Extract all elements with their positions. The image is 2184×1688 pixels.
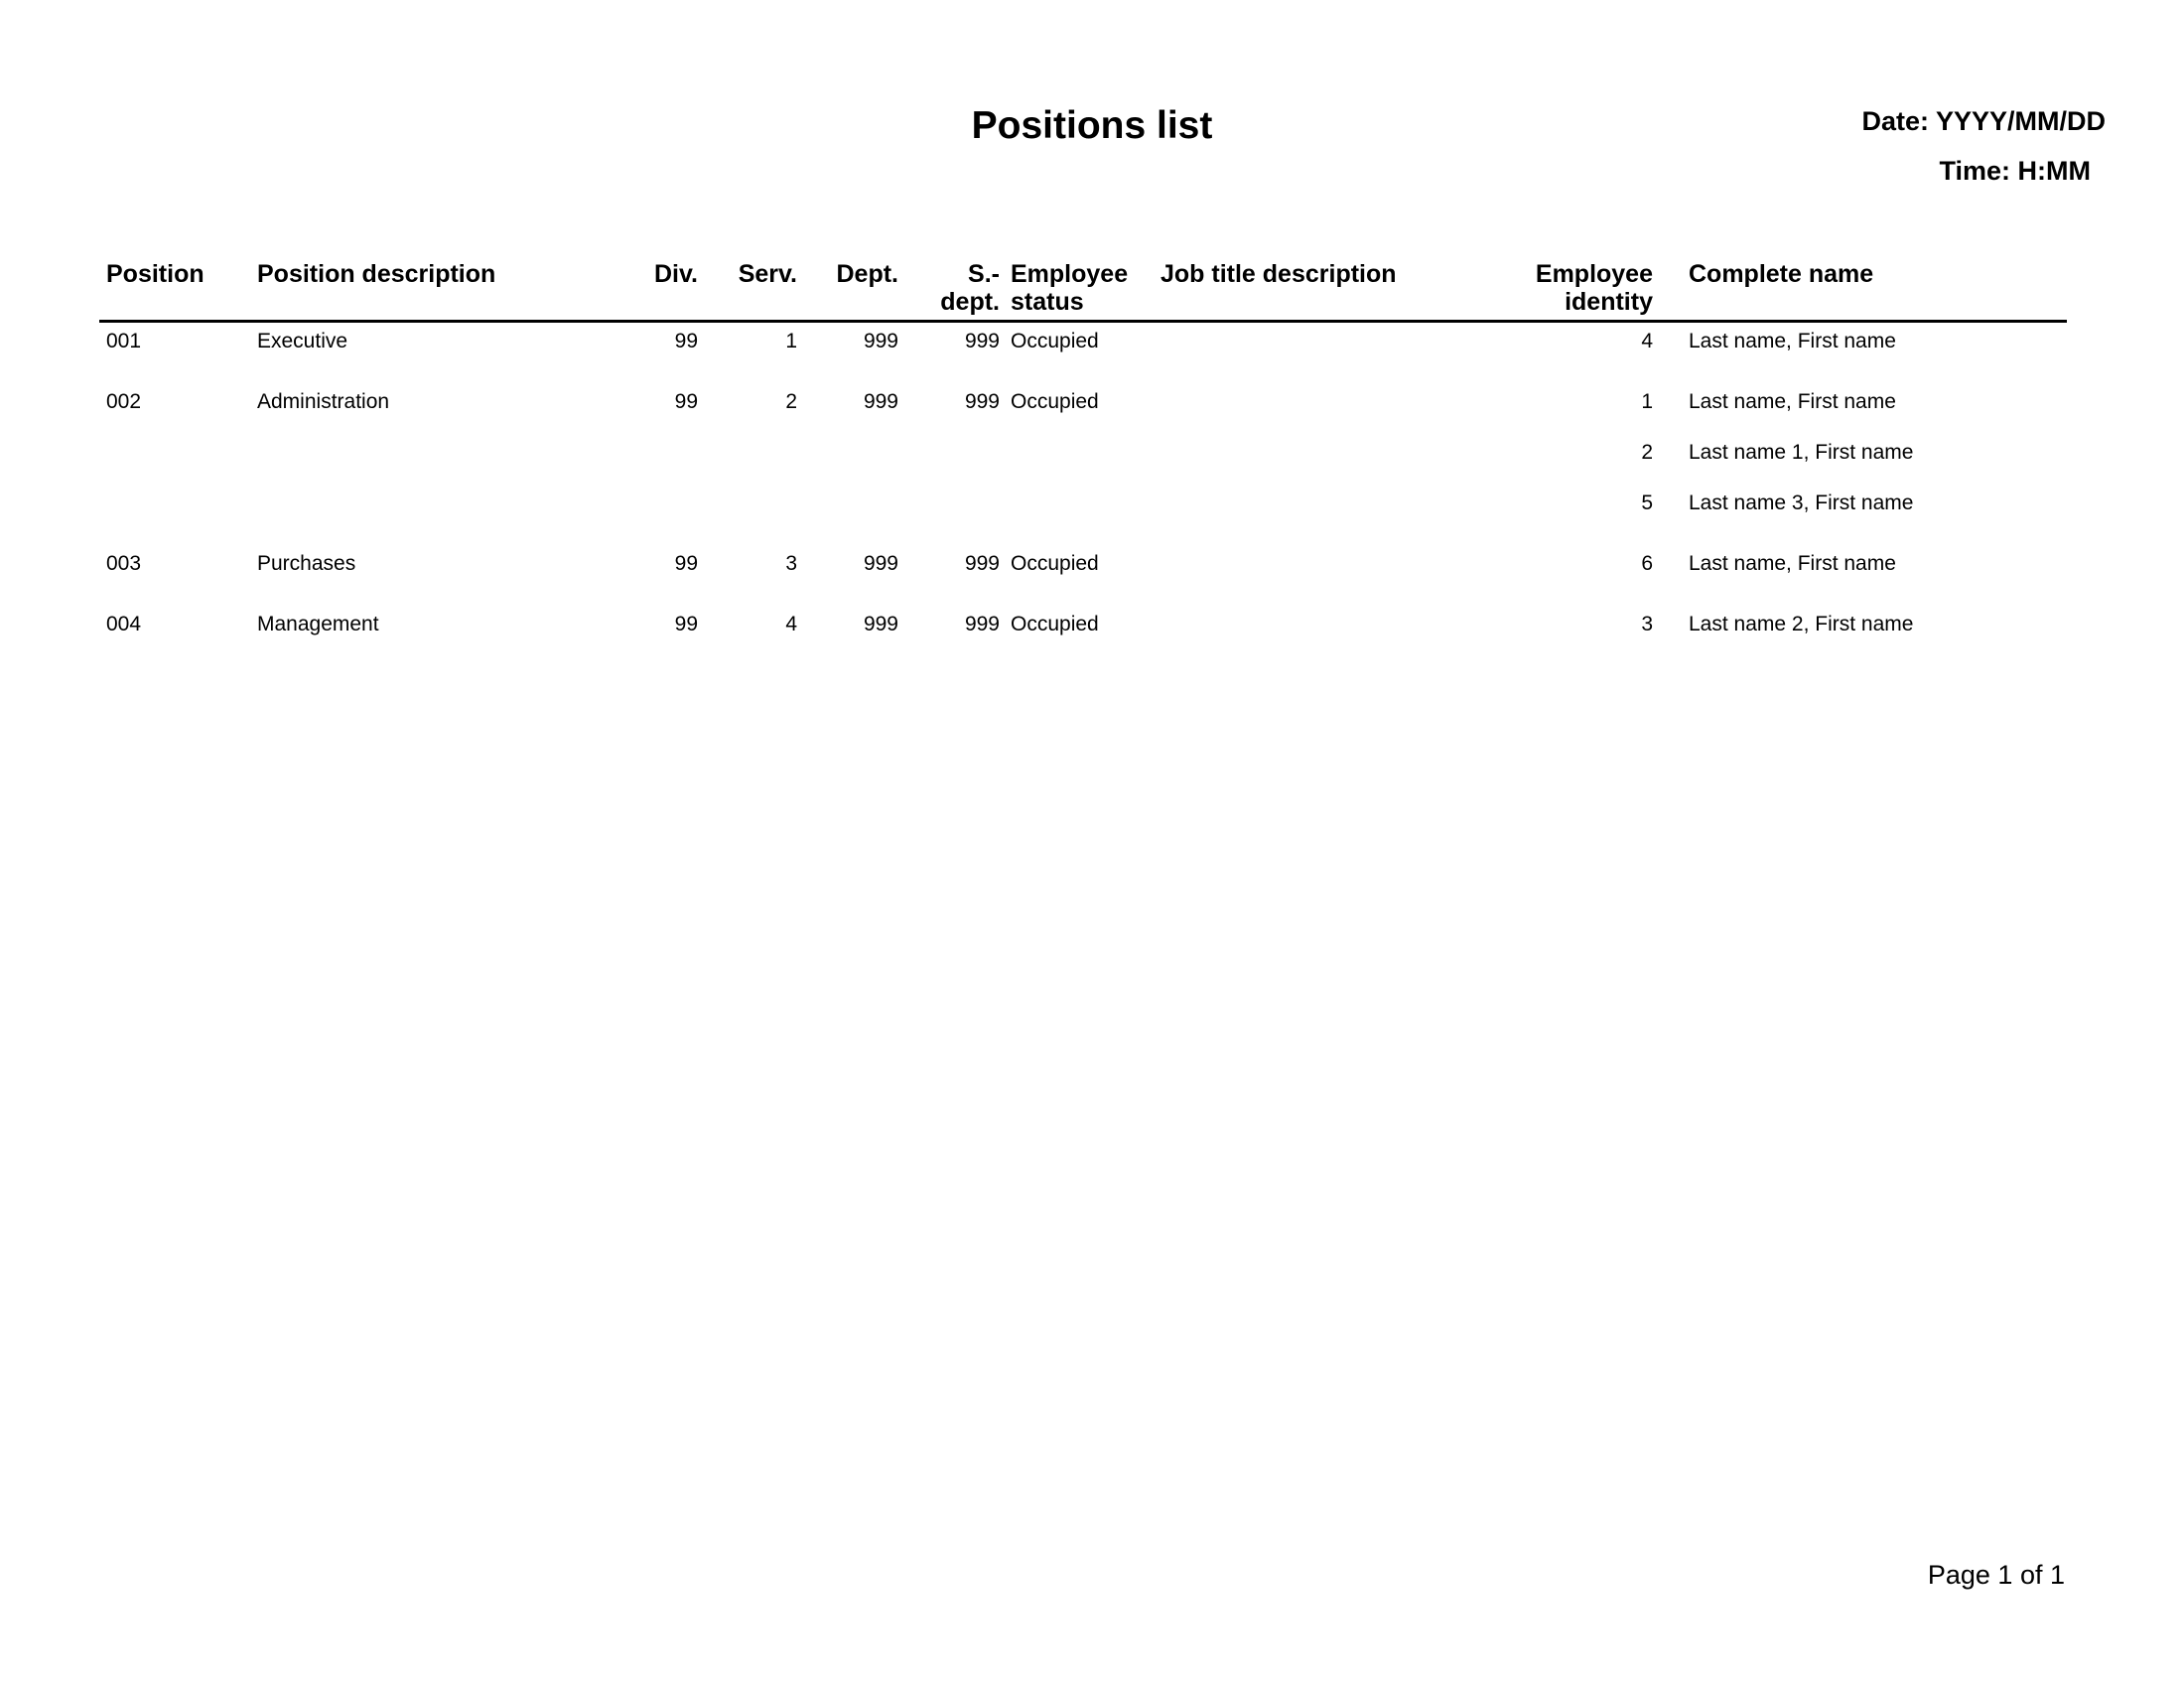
cell-name: Last name 3, First name — [1689, 492, 1914, 514]
table-row — [0, 489, 2184, 518]
cell-identity: 4 — [1641, 330, 1653, 352]
cell-dept: 999 — [863, 613, 898, 635]
table-row — [0, 387, 2184, 417]
cell-identity: 2 — [1641, 441, 1653, 464]
cell-status: Occupied — [1011, 552, 1099, 575]
report-date: Date: YYYY/MM/DD — [1861, 106, 2106, 136]
cell-sdept: 999 — [964, 552, 1000, 575]
table-row — [0, 438, 2184, 468]
column-header-employee-status — [1011, 260, 1128, 316]
cell-status: Occupied — [1011, 330, 1099, 352]
cell-div: 99 — [674, 330, 698, 352]
cell-sdept: 999 — [964, 390, 1000, 413]
column-header-position-description: Position description — [257, 260, 496, 288]
cell-serv: 2 — [785, 390, 797, 413]
cell-position: 001 — [106, 330, 142, 352]
cell-description: Administration — [257, 390, 390, 413]
table-row — [0, 610, 2184, 639]
page-number: Page 1 of 1 — [1927, 1560, 2065, 1590]
cell-description: Purchases — [257, 552, 356, 575]
column-header-employee-identity-line1: Employee — [1535, 260, 1653, 288]
report-title: Positions list — [971, 104, 1213, 147]
cell-description: Management — [257, 613, 379, 635]
column-header-employee-identity-line2: identity — [1565, 288, 1653, 316]
column-header-employee-identity — [1536, 260, 1653, 316]
column-header-sdept-line2: dept. — [940, 288, 1000, 316]
cell-status: Occupied — [1011, 390, 1099, 413]
cell-status: Occupied — [1011, 613, 1099, 635]
cell-dept: 999 — [863, 390, 898, 413]
cell-sdept: 999 — [964, 613, 1000, 635]
column-header-div: Div. — [654, 260, 698, 288]
cell-identity: 1 — [1641, 390, 1653, 413]
cell-dept: 999 — [863, 330, 898, 352]
cell-serv: 1 — [785, 330, 797, 352]
cell-serv: 3 — [785, 552, 797, 575]
cell-position: 003 — [106, 552, 142, 575]
cell-serv: 4 — [785, 613, 797, 635]
table-row — [0, 327, 2184, 356]
column-header-sdept-line1: S.- — [968, 260, 1000, 288]
header-rule — [99, 320, 2067, 323]
column-header-sdept — [940, 260, 1000, 316]
table-row — [0, 549, 2184, 579]
cell-name: Last name, First name — [1689, 552, 1896, 575]
cell-identity: 5 — [1641, 492, 1653, 514]
cell-name: Last name 1, First name — [1689, 441, 1914, 464]
column-header-employee-status-line1: Employee — [1011, 260, 1129, 288]
column-header-position: Position — [106, 260, 205, 288]
cell-dept: 999 — [863, 552, 898, 575]
cell-name: Last name, First name — [1689, 390, 1896, 413]
cell-name: Last name 2, First name — [1689, 613, 1914, 635]
cell-position: 002 — [106, 390, 142, 413]
cell-identity: 6 — [1641, 552, 1653, 575]
column-header-serv: Serv. — [738, 260, 797, 288]
cell-div: 99 — [674, 552, 698, 575]
cell-div: 99 — [674, 613, 698, 635]
column-header-job-title-description: Job title description — [1160, 260, 1397, 288]
cell-name: Last name, First name — [1689, 330, 1896, 352]
cell-description: Executive — [257, 330, 348, 352]
cell-identity: 3 — [1641, 613, 1653, 635]
cell-div: 99 — [674, 390, 698, 413]
cell-position: 004 — [106, 613, 142, 635]
cell-sdept: 999 — [964, 330, 1000, 352]
column-header-complete-name: Complete name — [1689, 260, 1874, 288]
column-header-employee-status-line2: status — [1011, 288, 1084, 316]
column-header-dept: Dept. — [836, 260, 898, 288]
report-time: Time: H:MM — [1939, 156, 2091, 186]
